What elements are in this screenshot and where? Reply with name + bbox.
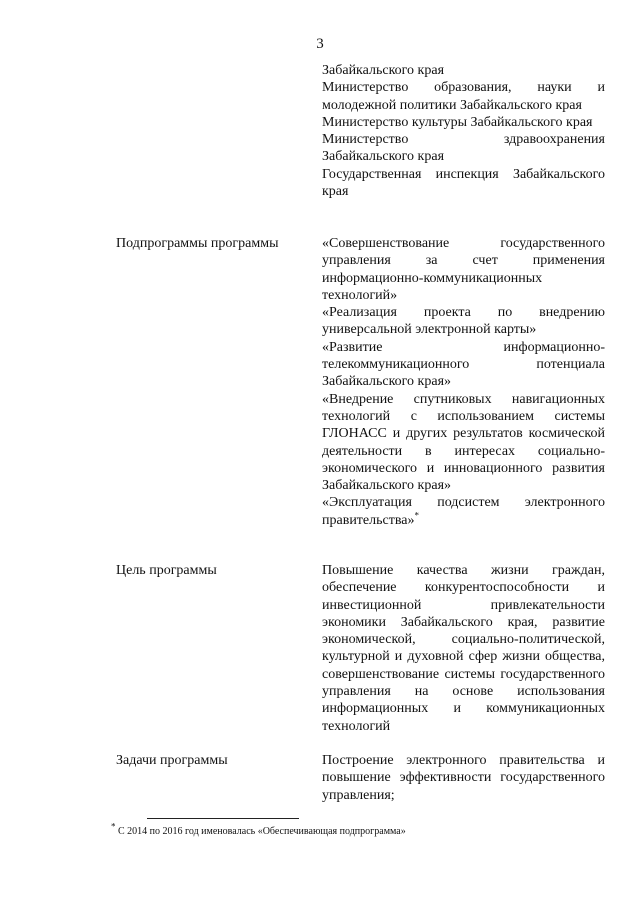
page-number: 3 xyxy=(316,36,324,52)
footnote xyxy=(111,821,406,838)
footnote-reference: * xyxy=(414,510,419,521)
tasks-label: Задачи программы xyxy=(116,753,228,768)
subprograms-list xyxy=(322,235,605,529)
footnote-divider xyxy=(147,818,299,819)
executor-item: Министерство здравоохранения Забайкальского края xyxy=(322,132,605,165)
executor-item: Забайкальского края xyxy=(322,63,445,78)
goal-section xyxy=(322,562,605,735)
tasks-text: Построение электронного правительства и повышение эффективности государственного управления; xyxy=(322,753,605,803)
subprogram-item-text: «Эксплуатация подсистем электронного правительства» xyxy=(322,495,605,528)
footnote-mark: * xyxy=(111,821,116,832)
subprogram-item xyxy=(322,494,605,529)
executor-item: Государственная инспекция Забайкальского края xyxy=(322,166,605,200)
subprogram-item: «Совершенствование государственного управления за счет применения информационно-коммуникационных технологий» xyxy=(322,236,605,303)
subprogram-item: «Развитие информационно-телекоммуникационного потенциала Забайкальского края» xyxy=(322,339,605,390)
footnote-text: С 2014 по 2016 год именовалась «Обеспечивающая подпрограмма» xyxy=(118,826,406,837)
subprogram-item: «Внедрение спутниковых навигационных технологий с использованием системы ГЛОНАСС и других результатов космической деятельности в интересах социально-экономического и инновационного развития Забайкальского края» xyxy=(322,391,605,494)
subprograms-label: Подпрограммы программы xyxy=(116,236,279,251)
tasks-section xyxy=(322,752,605,804)
executors-list xyxy=(322,62,605,200)
subprogram-item: «Реализация проекта по внедрению универсальной электронной карты» xyxy=(322,305,605,338)
executor-item: Министерство культуры Забайкальского края xyxy=(322,114,593,130)
executor-item: Министерство образования, науки и молодежной политики Забайкальского края xyxy=(322,80,605,113)
goal-label: Цель программы xyxy=(116,563,217,578)
goal-text: Повышение качества жизни граждан, обеспечение конкурентоспособности и инвестиционной привлекательности экономики Забайкальского края, развитие экономической, социально-политической, культурной и духовной сфер жизни общества, совершенствование системы государственного управления на основе использования информационных и коммуникационных технологий xyxy=(322,563,605,734)
